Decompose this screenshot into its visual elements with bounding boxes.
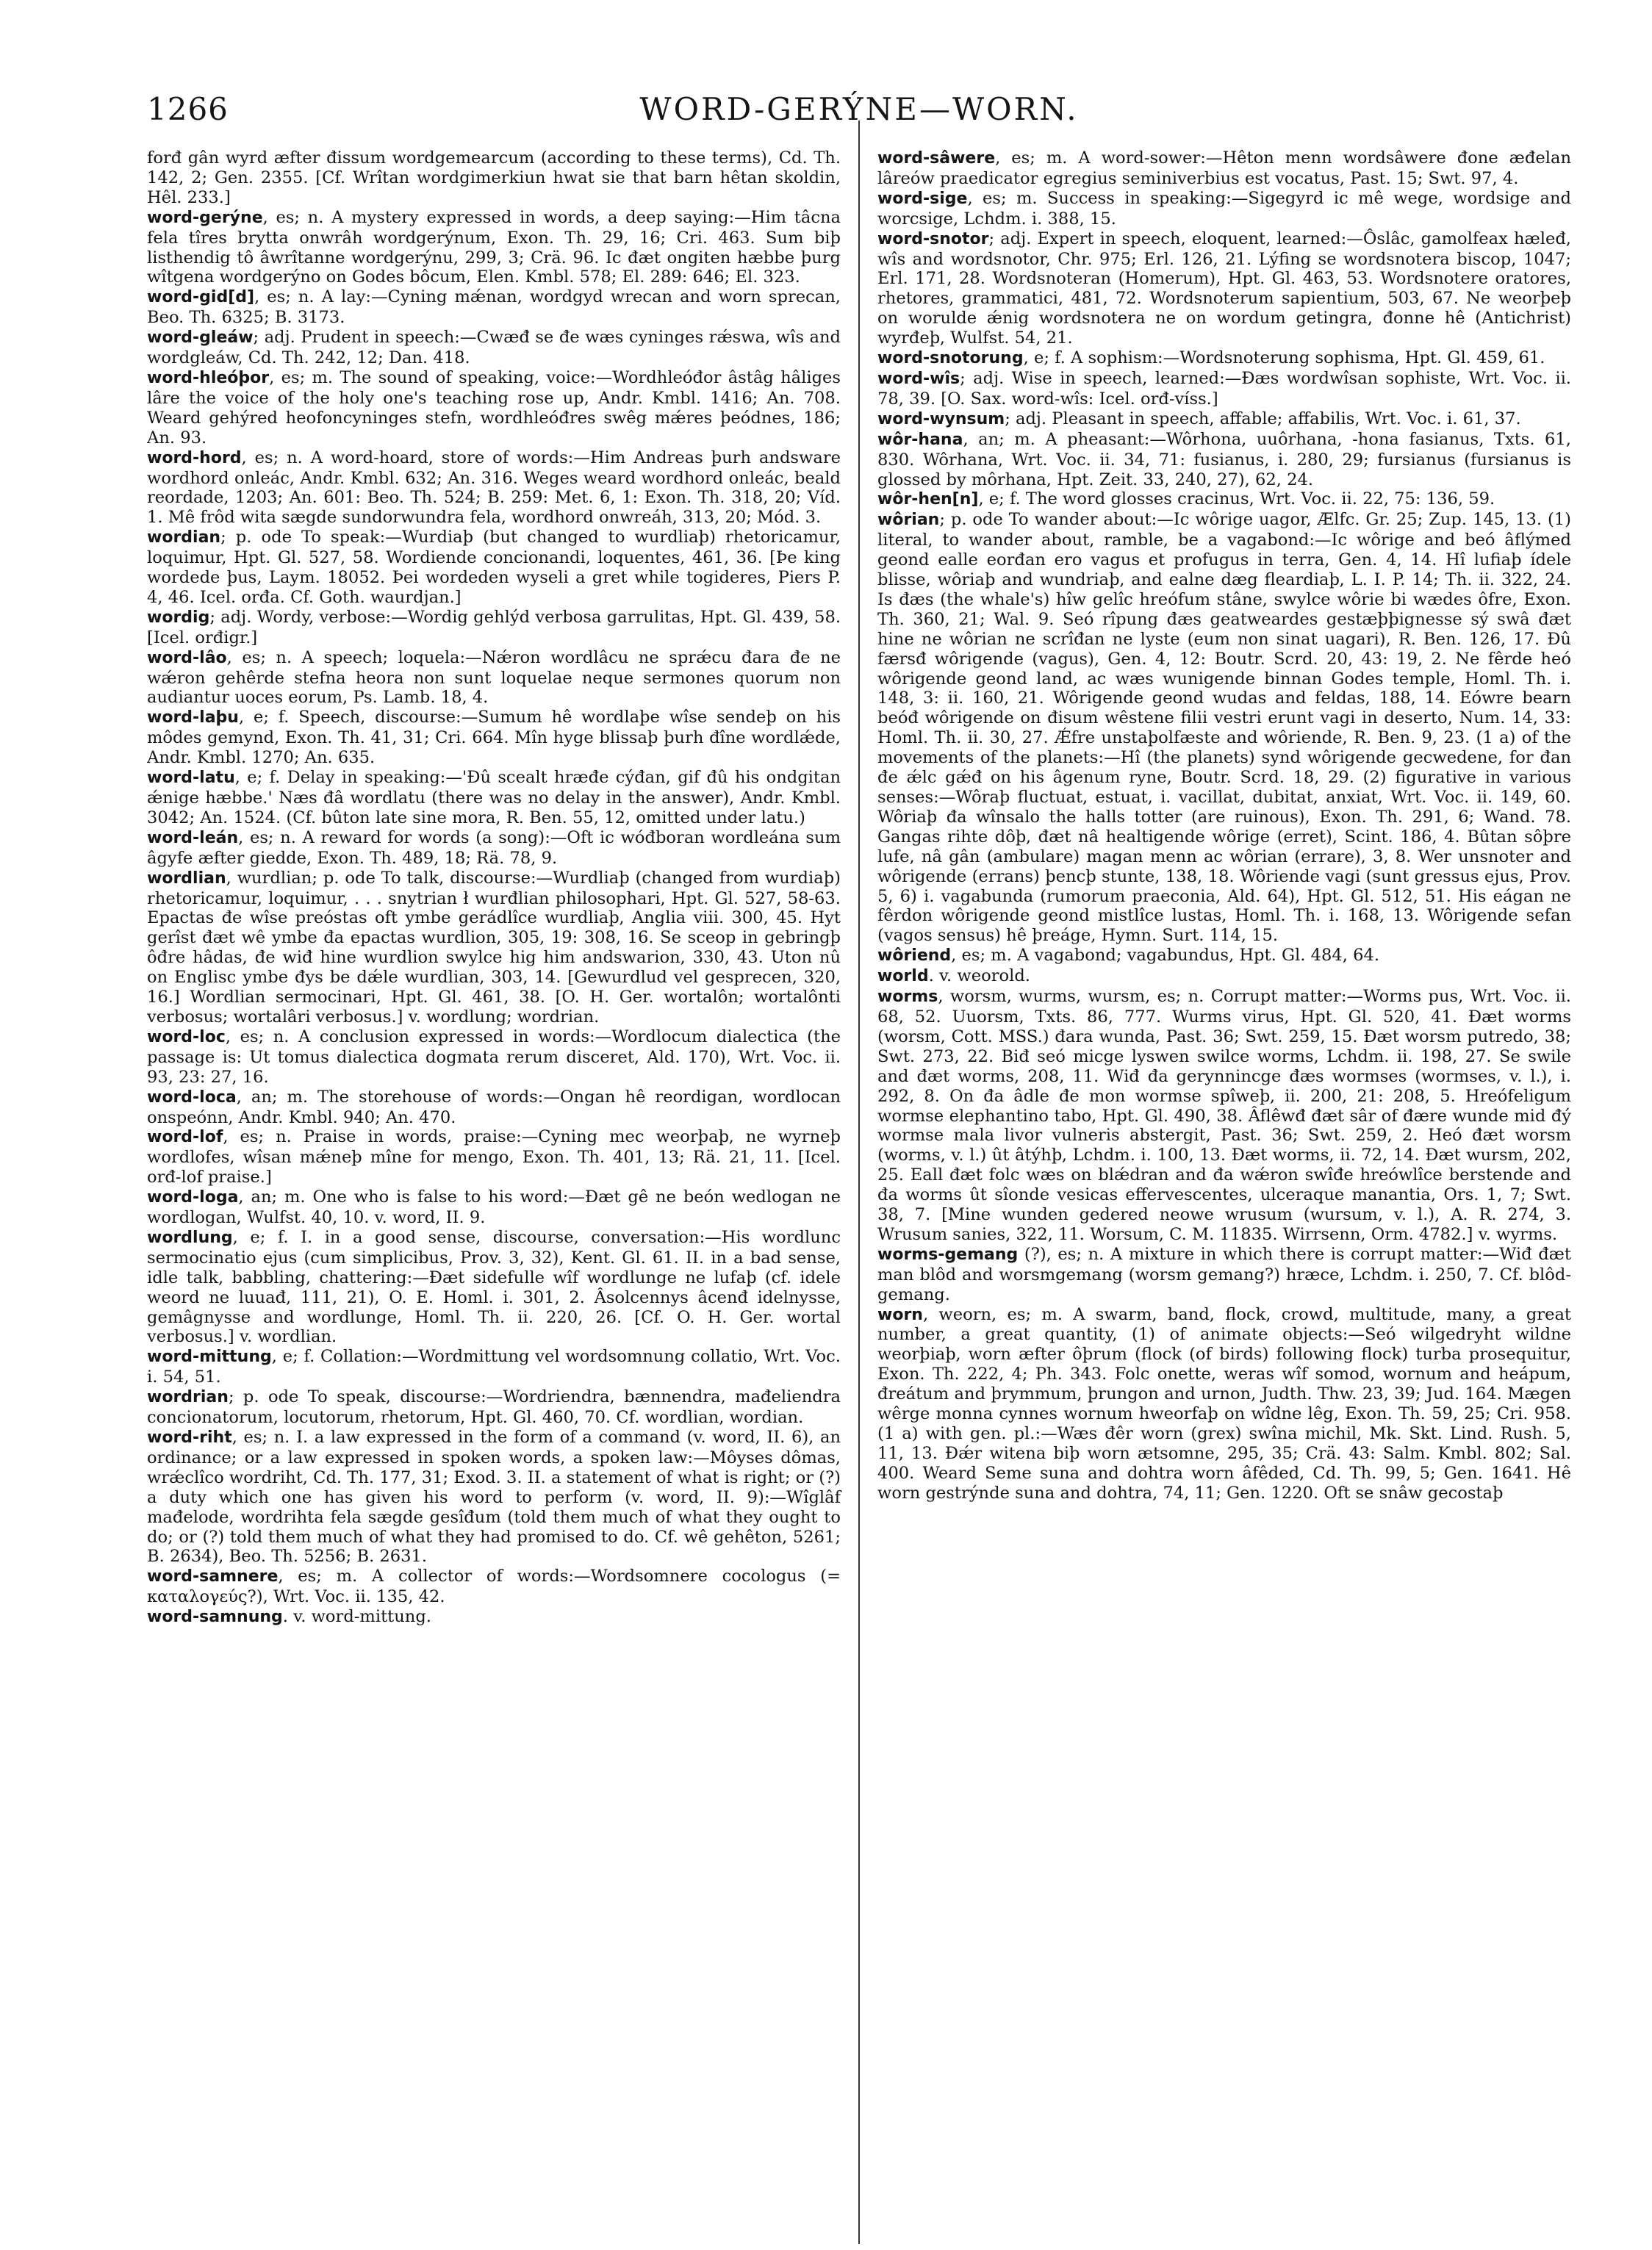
dictionary-entry: [877, 987, 1571, 1245]
entry-definition: ; adj. Wise in speech, learned:—Đæs wordwîsan sophiste, Wrt. Voc. ii. 78, 39. [O. Sax. word-wîs: Icel. orđ-víss.]: [877, 368, 1571, 409]
entry-headword: wôr-hen[n]: [877, 490, 979, 509]
entry-definition: (?), es; n. A mixture in which there is corrupt matter:—Wiđ đæt man blôd and worsmgemang (worsm gemang?) hræce, Lchdm. i. 250, 7. Cf. blôd-gemang.: [877, 1244, 1571, 1304]
dictionary-entry: [147, 828, 841, 869]
entry-definition: ; adj. Pleasant in speech, affable; affabilis, Wrt. Voc. i. 61, 37.: [1005, 409, 1521, 428]
dictionary-entry: [877, 1305, 1571, 1503]
entry-definition: , e; f. Collation:—Wordmittung vel wordsomnung collatio, Wrt. Voc. i. 54, 51.: [147, 1347, 841, 1387]
entry-headword: word-laþu: [147, 708, 239, 727]
entry-definition: . v. word-mittung.: [282, 1607, 431, 1627]
left-column: [147, 148, 858, 2250]
entry-definition: ; adj. Expert in speech, eloquent, learned:—Ôslâc, gamolfeax hæleđ, wîs and wordsnotor, Chr. 975; Erl. 126, 21. Lýfing se wordsnotera biscop, 1047; Erl. 171, 28. Wordsnoteran (Homerum), Hpt. Gl. 463, 53. Wordsnotere oratores, rhetores, grammatici, 481, 72. Wordsnoterum sapientium, 503, 67. Ne weorþeþ on worulde ǽnig wordsnotera ne on wordum getingra, đonne hê (Antichrist) wyrđeþ, Wulfst. 54, 21.: [877, 229, 1571, 348]
entry-headword: word-samnung: [147, 1608, 283, 1627]
entry-definition: , an; m. A pheasant:—Wôrhona, uuôrhana, -hona fasianus, Txts. 61, 830. Wôrhana, Wrt. Voc. ii. 34, 71: fusianus, i. 280, 29; fursianus (fursianus is glossed by môrhana, Hpt. Zeit. 33, 240, 27), 62, 24.: [877, 429, 1571, 489]
entry-headword: wôr-hana: [877, 430, 963, 449]
dictionary-entry: [147, 1347, 841, 1387]
dictionary-entry: [147, 1387, 841, 1428]
dictionary-entry: [877, 510, 1571, 946]
dictionary-entry: [147, 648, 841, 708]
entry-definition: ; p. ode To speak:—Wurdiaþ (but changed to wurdliaþ) rhetoricamur, loquimur, Hpt. Gl. 527, 58. Wordiende concionandi, loquentes, 461, 36. [Þe king wordede þus, Laym. 18052. Þei wordeden wyseli a gret while togideres, Piers P. 4, 46. Icel. orđa. Cf. Goth. waurdjan.]: [147, 528, 841, 607]
running-head: WORD-GERÝNE—WORN.: [639, 91, 1079, 127]
dictionary-entry: [877, 946, 1571, 966]
entry-headword: word-sâwere: [877, 149, 996, 168]
entry-definition: , es; n. A conclusion expressed in words:—Wordlocum dialectica (the passage is: Ut tomus dialectica dogmata rerum disceret, Ald. 170), Wrt. Voc. ii. 93, 23: 27, 16.: [147, 1027, 841, 1087]
dictionary-entry: [877, 489, 1571, 510]
entry-headword: world: [877, 967, 929, 986]
two-column-body: [147, 148, 1571, 2250]
entry-headword: word-loca: [147, 1088, 237, 1107]
entry-headword: wordlian: [147, 869, 226, 888]
entry-headword: worms: [877, 988, 938, 1007]
entry-definition: , es; m. The sound of speaking, voice:—Wordhleóđor âstâg hâliges lâre the voice of the holy one's teaching rose up, Andr. Kmbl. 1416; An. 708. Weard gehýred heofoncyninges stefn, wordhleóđres swêg mǽres þeódnes, 186; An. 93.: [147, 367, 841, 448]
entry-definition: , an; m. The storehouse of words:—Ongan hê reordigan, wordlocan onspeónn, Andr. Kmbl. 940; An. 470.: [147, 1087, 841, 1127]
page-number: 1266: [147, 91, 229, 127]
entry-headword: word-gid[d]: [147, 288, 255, 307]
entry-headword: word-gerýne: [147, 208, 263, 227]
entry-headword: word-lof: [147, 1128, 223, 1147]
entry-definition: , weorn, es; m. A swarm, band, flock, crowd, multitude, many, a great number, a great quantity, (1) of animate objects:—Seó wilgedryht wildne weorþiaþ, worn æfter ôþrum (flock (of birds) following flock) turba prosequitur, Exon. Th. 222, 4; Ph. 343. Folc onette, weras wîf somod, wornum and heápum, đreátum and þrymmum, þrungon and urnon, Judth. Thw. 23, 39; Jud. 164. Mægen wêrge monna cynnes wornum hweorfaþ on wîdne lêg, Exon. Th. 59, 25; Cri. 958. (1 a) with gen. pl.:—Wæs đêr worn (grex) swîna michil, Mk. Skt. Lind. Rush. 5, 11, 13. Đǽr witena biþ worn ætsomne, 295, 35; Crä. 43: Salm. Kmbl. 802; Sal. 400. Weard Seme suna and dohtra worn âfêded, Cd. Th. 99, 5; Gen. 1641. Hê worn gestrýnde suna and dohtra, 74, 11; Gen. 1220. Oft se snâw gecostaþ: [877, 1304, 1571, 1503]
dictionary-entry: [147, 1187, 841, 1228]
dictionary-entry: [877, 409, 1571, 430]
entry-headword: word-mittung: [147, 1348, 272, 1367]
entry-definition: , wurdlian; p. ode To talk, discourse:—Wurdliaþ (changed from wurdiaþ) rhetoricamur, loquimur, . . . snytrian ł wurđlian philosophari, Hpt. Gl. 527, 58-63. Epactas đe wîse preóstas oft ymbe gerádlîce wurdliaþ, Anglia viii. 300, 45. Hyt gerîst đæt wê ymbe đa epactas wurdlion, 305, 19: 308, 16. Se sceop in gebringþ ôđre hâdas, đe wiđ hine wurdlion swylce hig him andswarion, 330, 43. Uton nû on Englisc ymbe đys be dǽle wurdlian, 303, 14. [Gewurdlud vel gesprecen, 320, 16.] Wordlian sermocinari, Hpt. Gl. 461, 38. [O. H. Ger. wortalôn; wortalônti verbosus; wortalâri verbosus.] v. wordlung; wordrian.: [147, 868, 841, 1027]
entry-definition: , es; m. Success in speaking:—Sigegyrd ic mê wege, wordsige and worcsige, Lchdm. i. 388, 15.: [877, 188, 1571, 229]
entry-headword: word-hord: [147, 448, 242, 467]
entry-definition: , es; n. A mystery expressed in words, a deep saying:—Him tâcna fela tîres brytta onwrâh wordgerýnum, Exon. Th. 29, 16; Cri. 463. Sum biþ listhendig tô âwrîtanne wordgerýnu, 299, 3; Crä. 96. Ic đæt ongiten hæbbe þurg wîtgena wordgerýno on Godes bôcum, Elen. Kmbl. 578; El. 289: 646; El. 323.: [147, 207, 841, 287]
entry-definition: , e; f. Speech, discourse:—Sumum hê wordlaþe wîse sendeþ on his môdes gemynd, Exon. Th. 41, 31; Cri. 664. Mîn hyge blissaþ þurh đîne wordlǽde, Andr. Kmbl. 1270; An. 635.: [147, 708, 841, 768]
entry-headword: word-wîs: [877, 369, 960, 388]
dictionary-entry: [147, 608, 841, 648]
dictionary-entry: [877, 966, 1571, 987]
dictionary-entry: [147, 768, 841, 828]
dictionary-entry: [147, 208, 841, 288]
entry-headword: word-loc: [147, 1027, 226, 1046]
dictionary-entry: [147, 869, 841, 1027]
dictionary-entry: [147, 448, 841, 528]
entry-definition: , e; f. I. in a good sense, discourse, conversation:—His wordlunc sermocinatio ejus (cum simplicibus, Prov. 3, 32), Kent. Gl. 61. II. in a bad sense, idle talk, babbling, chattering:—Đæt sidefulle wîf wordlunge ne lufaþ (cf. idele weord ne luuađ, 111, 21), O. E. Homl. i. 301, 2. Âsolcennys âcenđ idelnysse, gemâgnysse and wordlunge, Homl. Th. ii. 220, 26. [Cf. O. H. Ger. wortal verbosus.] v. wordlian.: [147, 1227, 841, 1347]
entry-definition: , es; n. A lay:—Cyning mǽnan, wordgyd wrecan and worn sprecan, Beo. Th. 6325; B. 3173.: [147, 287, 841, 328]
entry-definition: ; adj. Wordy, verbose:—Wordig gehlýd verbosa garrulitas, Hpt. Gl. 439, 58. [Icel. orđigr.]: [147, 607, 841, 647]
entry-definition: , e; f. Delay in speaking:—'Đû scealt hræđe cýđan, gif đû his ondgitan ǽnige hæbbe.' Næs đâ wordlatu (there was no delay in the answer), Andr. Kmbl. 3042; An. 1524. (Cf. bûton late sine mora, R. Ben. 55, 12, omitted under latu.): [147, 768, 841, 827]
entry-headword: word-sige: [877, 189, 968, 208]
dictionary-entry: [147, 528, 841, 608]
right-column: [860, 148, 1571, 2250]
dictionary-entry: [147, 1228, 841, 1347]
dictionary-entry: [147, 1607, 841, 1628]
dictionary-entry: [877, 1245, 1571, 1305]
dictionary-entry: [147, 1428, 841, 1567]
entry-definition: , es; m. A collector of words:—Wordsomnere cocologus (= καταλογεύς?), Wrt. Voc. ii. 135, 42.: [147, 1567, 841, 1607]
dictionary-entry: [877, 189, 1571, 229]
entry-definition: , worsm, wurms, wursm, es; n. Corrupt matter:—Worms pus, Wrt. Voc. ii. 68, 52. Uuorsm, Txts. 86, 777. Wurms virus, Hpt. Gl. 520, 41. Đæt worms (worsm, Cott. MSS.) đara wunda, Past. 36; Swt. 259, 15. Đæt worsm putredo, 38; Swt. 273, 22. Biđ seó micge lyswen swilce worms, Lchdm. ii. 198, 27. Se swile and đæt worms, 208, 11. Wiđ đa gerynnincge đæs wormses (wormses, v. l.), i. 292, 8. On đa âdle đe mon wormse spîweþ, ii. 200, 21: 208, 5. Hreófeligum wormse elephantino tabo, Hpt. Gl. 490, 38. Âflêwđ đæt sâr of đære wunde mid đý wormse mala livor vulneris abstergit, Past. 36; Swt. 259, 2. Heó đæt worsm (worms, v. l.) ût âtýhþ, Lchdm. i. 100, 13. Đæt worms, ii. 72, 14. Đæt wursm, 202, 25. Eall đæt folc wæs on blǽdran and đa wǽron swîđe hreówlîce berstende and đa worms ût sîonde vesicas effervescentes, ulceraque manantia, Ors. 1, 7; Swt. 38, 7. [Mine wunden gedered neowe wrusum (wursum, v. l.), A. R. 274, 3. Wrusum sanies, 322, 11. Worsum, C. M. 11835. Wirrsenn, Orm. 4782.] v. wyrms.: [877, 987, 1571, 1244]
entry-definition: ; adj. Prudent in speech:—Cwæđ se đe wæs cyninges rǽswa, wîs and wordgleáw, Cd. Th. 242, 12; Dan. 418.: [147, 328, 841, 368]
dictionary-entry: [147, 1088, 841, 1128]
entry-headword: word-loga: [147, 1188, 239, 1207]
entry-definition: , e; f. The word glosses cracinus, Wrt. Voc. ii. 22, 75: 136, 59.: [978, 489, 1495, 509]
dictionary-entry: [877, 430, 1571, 490]
entry-headword: word-latu: [147, 769, 235, 788]
entry-headword: word-gleáw: [147, 328, 254, 348]
dictionary-entry: [147, 1567, 841, 1607]
entry-definition: ; p. ode To speak, discourse:—Wordriendra, bænnendra, mađeliendra concionatorum, locutorum, rhetorum, Hpt. Gl. 460, 70. Cf. wordlian, wordian.: [147, 1387, 841, 1428]
entry-definition: , es; n. A word-hoard, store of words:—Him Andreas þurh andsware wordhord onleác, Andr. Kmbl. 632; An. 316. Weges weard wordhord onleác, beald reordade, 1203; An. 601: Beo. Th. 524; B. 259: Met. 6, 1: Exon. Th. 318, 20; Víd. 1. Mê frôd wita sægde sundorwundra fela, wordhord onwreáh, 313, 20; Mód. 3.: [147, 448, 841, 528]
continuation-text: forđ gân wyrd æfter đissum wordgemearcum (according to these terms), Cd. Th. 142, 2; Gen. 2355. [Cf. Wrîtan wordgimerkiun hwat sie that barn hêtan skoldin, Hêl. 233.]: [147, 148, 841, 207]
entry-headword: wordig: [147, 608, 210, 627]
entry-headword: word-samnere: [147, 1567, 279, 1586]
entry-headword: worn: [877, 1305, 923, 1324]
entry-headword: word-riht: [147, 1428, 232, 1447]
entry-headword: worms-gemang: [877, 1245, 1019, 1264]
entry-definition: , es; n. A reward for words (a song):—Oft ic wóđboran wordleána sum âgyfe æfter giedde, Exon. Th. 489, 18; Rä. 78, 9.: [147, 827, 841, 868]
entry-definition: . v. weorold.: [928, 966, 1030, 986]
dictionary-entry: [877, 369, 1571, 409]
dictionary-entry: [147, 1027, 841, 1088]
entry-definition: , es; n. I. a law expressed in the form of a command (v. word, II. 6), an ordinance; or a law expressed in spoken words, a spoken law:—Môyses dômas, wrǽclîco wordriht, Cd. Th. 177, 31; Exod. 3. II. a statement of what is right; or (?) a duty which one has given his word to perform (v. word, II. 9):—Wîglâf mađelode, wordrihta fela sægde gesîđum (told them much of what they ought to do; or (?) told them much of what they had promised to do. Cf. wê gehêton, 5261; B. 2634), Beo. Th. 5256; B. 2631.: [147, 1428, 841, 1567]
dictionary-entry: [147, 287, 841, 328]
entry-definition: ; p. ode To wander about:—Ic wôrige uagor, Ælfc. Gr. 25; Zup. 145, 13. (1) literal, to wander about, ramble, be a vagabond:—Ic wôrige and beó âflýmed geond ealle eorđan ero vagus et profugus in terra, Gen. 4, 14. Hî lufiaþ ídele blisse, wôriaþ and wundriaþ, and ealne dæg fleardiaþ, L. I. P. 14; Th. ii. 322, 24. Is đæs (the whale's) hîw gelîc hreófum stâne, swylce wôrie bi wædes ôfre, Exon. Th. 360, 21; Wal. 9. Seó rîpung đæs geatweardes gestæþþignesse sý swâ đæt hine ne wôrian ne scrîđan ne lyste (eum non sinat uagari), R. Ben. 126, 17. Đû færsđ wôrigende (vagus), Gen. 4, 12: Boutr. Scrd. 20, 43: 19, 2. Ne fêrde heó wôrigende geond land, ac wæs wunigende binnan Godes temple, Homl. Th. i. 148, 3: ii. 160, 21. Wôrigende geond wudas and feldas, 188, 14. Eówre bearn beóđ wôrigende on đisum wêstene filii vestri erunt vagi in deserto, Num. 14, 33: Homl. Th. ii. 30, 27. Ǽfre unstaþolfæste and wôriende, R. Ben. 9, 23. (1 a) of the movements of the planets:—Hî (the planets) synd wôrigende gecwedene, for đan đe ǽlc gǽđ on his âgenum ryne, Boutr. Scrd. 18, 29. (2) figurative in various senses:—Wôraþ fluctuat, estuat, i. vacillat, dubitat, anxiat, Wrt. Voc. ii. 149, 60. Wôriaþ đa wînsalo the halls totter (are ruinous), Exon. Th. 291, 6; Wand. 78. Gangas rihte dôþ, đæt nâ healtigende wôrige (erret), Scint. 186, 4. Bûtan sôþre lufe, nâ gân (ambulare) magan menn ac wôrian (errare), 3, 8. Wer unsnoter and wôrigende (errans) þencþ stunte, 138, 18. Wôriende vagi (sunt gressus ejus, Prov. 5, 6) i. vagabunda (rumorum praeconia, Ald. 64), Hpt. Gl. 512, 51. His eágan ne fêrdon wôrigende geond mistlîce lustas, Homl. Th. i. 168, 13. Wôrigende sefan (vagos sensus) hê þreáge, Hymn. Surt. 114, 15.: [877, 510, 1571, 946]
entry-definition: , an; m. One who is false to his word:—Đæt gê ne beón wedlogan ne wordlogan, Wulfst. 40, 10. v. word, II. 9.: [147, 1187, 841, 1228]
entry-headword: word-hleóþor: [147, 368, 270, 387]
entry-definition: , e; f. A sophism:—Wordsnoterung sophisma, Hpt. Gl. 459, 61.: [1023, 348, 1545, 368]
entry-headword: wordlung: [147, 1228, 233, 1247]
dictionary-entry: [147, 328, 841, 368]
dictionary-entry: [147, 368, 841, 448]
dictionary-entry: [877, 348, 1571, 369]
entry-headword: word-snotorung: [877, 349, 1024, 368]
entry-definition: , es; n. A speech; loquela:—Nǽron wordlâcu ne sprǽcu đara đe ne wǽron gehêrde stefna heora non sunt loquelae neque sermones quorum non audiantur uoces eorum, Ps. Lamb. 18, 4.: [147, 647, 841, 708]
entry-headword: wordrian: [147, 1388, 229, 1407]
entry-headword: wôrian: [877, 511, 940, 530]
entry-definition: , es; m. A word-sower:—Hêton menn wordsâwere đone æđelan lâreów praedicator egregius seminiverbius est vocatus, Past. 15; Swt. 97, 4.: [877, 148, 1571, 188]
entry-definition: , es; m. A vagabond; vagabundus, Hpt. Gl. 484, 64.: [951, 946, 1379, 966]
dictionary-entry: [877, 148, 1571, 189]
dictionary-entry: [877, 229, 1571, 348]
entry-headword: wôriend: [877, 946, 952, 966]
entry-headword: word-leán: [147, 828, 239, 847]
entry-headword: word-wynsum: [877, 409, 1005, 428]
entry-headword: word-snotor: [877, 229, 989, 248]
entry-headword: word-lâo: [147, 648, 227, 667]
entry-definition: , es; n. Praise in words, praise:—Cyning mec weorþaþ, ne wyrneþ wordlofes, wîsan mǽneþ mîne for mengo, Exon. Th. 401, 13; Rä. 21, 11. [Icel. orđ-lof praise.]: [147, 1127, 841, 1187]
dictionary-entry: [147, 1127, 841, 1187]
dictionary-entry: [147, 708, 841, 768]
entry-headword: wordian: [147, 528, 221, 547]
